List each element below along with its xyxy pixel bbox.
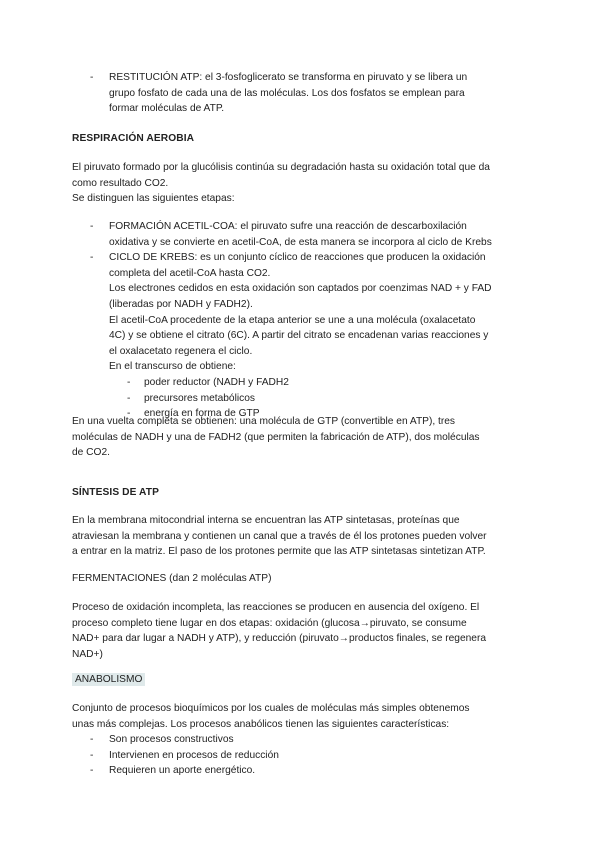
- bullet-dash: -: [90, 252, 94, 264]
- paragraph-line: moléculas de NADH y una de FADH2 (que permiten la fabricación de ATP), dos moléculas: [72, 431, 480, 443]
- list-item: [72, 763, 532, 779]
- krebs-line-2: completa del acetil-CoA hasta CO2.: [109, 267, 271, 279]
- krebs-sub-item: energía en forma de GTP: [144, 408, 260, 420]
- anabolismo-item: Requieren un aporte energético.: [109, 765, 256, 777]
- paragraph-line: a entrar en la matriz. El paso de los protones permite que las ATP sintetasas sintetizan ATP.: [72, 546, 486, 558]
- respiracion-intro: [72, 160, 532, 207]
- section-heading-fermentaciones: FERMENTACIONES (dan 2 moléculas ATP): [72, 573, 272, 584]
- section-heading-anabolismo: ANABOLISMO: [72, 673, 145, 686]
- paragraph-line: NAD+ para dar lugar a NADH y ATP), y reducción (piruvato→productos finales, se regenera: [72, 633, 487, 645]
- paragraph-line: En la membrana mitocondrial interna se encuentran las ATP sintetasas, proteínas que: [72, 515, 460, 526]
- respiracion-section: [72, 131, 532, 147]
- anabolismo-paragraph: [72, 701, 532, 779]
- paragraph-line: El piruvato formado por la glucólisis continúa su degradación hasta su oxidación total que da: [72, 162, 490, 173]
- formacion-line-2: oxidativa y se convierte en acetil-CoA, de esta manera se incorpora al ciclo de Krebs: [109, 236, 492, 248]
- section-heading-sintesis: SÍNTESIS DE ATP: [72, 487, 159, 498]
- list-item-formacion: [72, 219, 532, 250]
- bullet-dash: -: [90, 765, 94, 777]
- krebs-sub-item: precursores metabólicos: [144, 392, 255, 404]
- paragraph-line: atraviesan la membrana y contienen un canal que a través de él los protones pueden volver: [72, 530, 487, 542]
- paragraph-line: Conjunto de procesos bioquímicos por los cuales de moléculas más simples obtenemos: [72, 703, 470, 714]
- anabolismo-item: Son procesos constructivos: [109, 734, 234, 746]
- bullet-dash: -: [90, 72, 94, 83]
- bullet-dash: -: [90, 734, 94, 746]
- section-heading-respiracion: RESPIRACIÓN AEROBIA: [72, 133, 195, 144]
- restitucion-line-2: grupo fosfato de cada una de las moléculas. Los dos fosfatos se emplean para: [109, 87, 465, 99]
- paragraph-line: Proceso de oxidación incompleta, las reacciones se producen en ausencia del oxígeno. El: [72, 602, 480, 613]
- list-item: [72, 748, 532, 764]
- list-item: [72, 70, 532, 117]
- sintesis-section: [72, 485, 532, 501]
- paragraph-line: NAD+): [72, 648, 103, 660]
- krebs-line-6: 4C) y se obtiene el citrato (6C). A partir del citrato se encadenan varias reacciones y: [109, 330, 489, 342]
- formacion-line-1: FORMACIÓN ACETIL-COA: el piruvato sufre una reacción de descarboxilación: [109, 221, 467, 232]
- krebs-line-7: el oxalacetato regenera el ciclo.: [109, 345, 253, 357]
- anabolismo-item: Intervienen en procesos de reducción: [109, 749, 279, 761]
- fermentaciones-paragraph: [72, 600, 532, 662]
- anabolismo-section: [72, 672, 532, 688]
- etapas-list: [72, 219, 532, 422]
- fermentaciones-section: [72, 571, 532, 587]
- krebs-line-4: (liberadas por NADH y FADH2).: [109, 298, 253, 310]
- bullet-dash: -: [127, 376, 131, 388]
- restitucion-item: [72, 70, 532, 117]
- bullet-dash: -: [90, 221, 94, 232]
- paragraph-line: de CO2.: [72, 447, 110, 459]
- sub-list-item: [72, 375, 532, 391]
- krebs-line-8: En el transcurso de obtiene:: [109, 361, 236, 373]
- sintesis-paragraph: [72, 513, 532, 560]
- paragraph-line: En una vuelta completa se obtienen: una molécula de GTP (convertible en ATP), tres: [72, 416, 455, 427]
- krebs-line-1: CICLO DE KREBS: es un conjunto cíclico de reacciones que producen la oxidación: [109, 252, 486, 264]
- krebs-line-3: Los electrones cedidos en esta oxidación son captados por coenzimas NAD + y FAD: [109, 283, 492, 295]
- vuelta-paragraph: [72, 414, 532, 461]
- restitucion-line-3: formar moléculas de ATP.: [109, 103, 225, 115]
- paragraph-line: unas más complejas. Los procesos anabólicos tienen las siguientes características:: [72, 718, 450, 730]
- bullet-dash: -: [90, 749, 94, 761]
- list-item: [72, 732, 532, 748]
- restitucion-line-1: RESTITUCIÓN ATP: el 3-fosfoglicerato se transforma en piruvato y se libera un: [109, 72, 468, 83]
- paragraph-line: como resultado CO2.: [72, 177, 169, 189]
- list-item-krebs: [72, 250, 532, 375]
- krebs-sub-item: poder reductor (NADH y FADH2: [144, 376, 289, 388]
- paragraph-line: proceso completo tiene lugar en dos etapas: oxidación (glucosa→piruvato, se consume: [72, 617, 467, 629]
- paragraph-line: Se distinguen las siguientes etapas:: [72, 193, 235, 205]
- bullet-dash: -: [127, 408, 131, 420]
- krebs-line-5: El acetil-CoA procedente de la etapa anterior se une a una molécula (oxalacetato: [109, 314, 476, 326]
- sub-list-item: [72, 391, 532, 407]
- bullet-dash: -: [127, 392, 131, 404]
